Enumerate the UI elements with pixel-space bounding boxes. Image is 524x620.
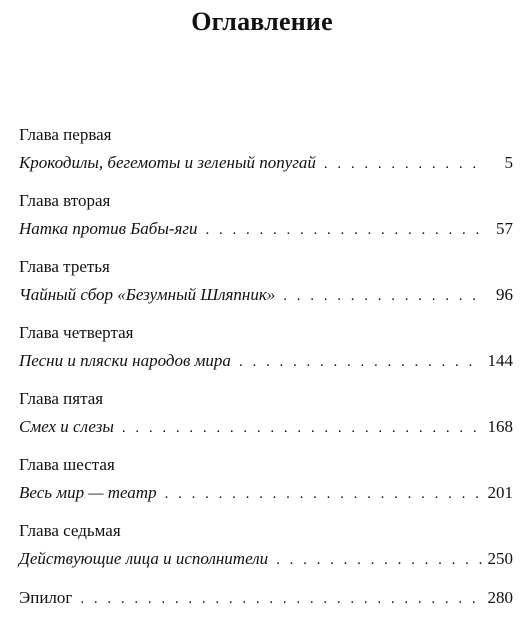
page-title: Оглавление [191, 7, 333, 36]
chapter-label: Глава седьмая [19, 521, 121, 540]
toc-entry-chapter-3[interactable] [19, 257, 513, 323]
toc-line [19, 152, 513, 174]
toc-entry-chapter-5[interactable] [19, 389, 513, 455]
chapter-label: Глава вторая [19, 191, 111, 210]
page-number: 168 [487, 417, 513, 436]
dot-leader [316, 153, 483, 175]
table-of-contents [19, 125, 513, 587]
chapter-label: Глава первая [19, 125, 112, 144]
chapter-label: Глава пятая [19, 389, 104, 408]
dot-leader [268, 549, 483, 571]
dot-leader [275, 285, 483, 307]
chapter-title: Смех и слезы [19, 417, 114, 436]
chapter-label: Глава шестая [19, 455, 115, 474]
chapter-title: Натка против Бабы-яги [19, 219, 198, 238]
chapter-title: Действующие лица и исполнители [19, 549, 269, 568]
toc-line [19, 218, 513, 240]
chapter-label: Глава четвертая [19, 323, 134, 342]
page-number: 250 [487, 549, 513, 568]
toc-entry-chapter-6[interactable] [19, 455, 513, 521]
dot-leader [231, 351, 483, 373]
toc-entry-chapter-7[interactable] [19, 521, 513, 587]
page-number: 144 [487, 351, 513, 370]
dot-leader [157, 483, 483, 505]
chapter-title: Чайный сбор «Безумный Шляпник» [19, 285, 276, 304]
toc-entry-epilogue[interactable] [19, 587, 513, 609]
page-number: 96 [496, 285, 513, 304]
toc-entry-chapter-1[interactable] [19, 125, 513, 191]
toc-line [19, 416, 513, 438]
page-number: 201 [487, 483, 513, 502]
dot-leader [72, 588, 483, 610]
page-number: 280 [487, 588, 513, 607]
chapter-label: Глава третья [19, 257, 110, 276]
chapter-title: Песни и пляски народов мира [19, 351, 231, 370]
toc-line [19, 350, 513, 372]
epilogue-label: Эпилог [19, 588, 73, 607]
toc-line [19, 548, 513, 570]
toc-line [19, 482, 513, 504]
dot-leader [198, 219, 483, 241]
toc-line [19, 284, 513, 306]
dot-leader [114, 417, 483, 439]
page-number: 5 [504, 153, 513, 172]
chapter-title: Крокодилы, бегемоты и зеленый попугай [19, 153, 316, 172]
toc-entry-chapter-2[interactable] [19, 191, 513, 257]
toc-entry-chapter-4[interactable] [19, 323, 513, 389]
chapter-title: Весь мир — театр [19, 483, 157, 502]
page-number: 57 [496, 219, 513, 238]
